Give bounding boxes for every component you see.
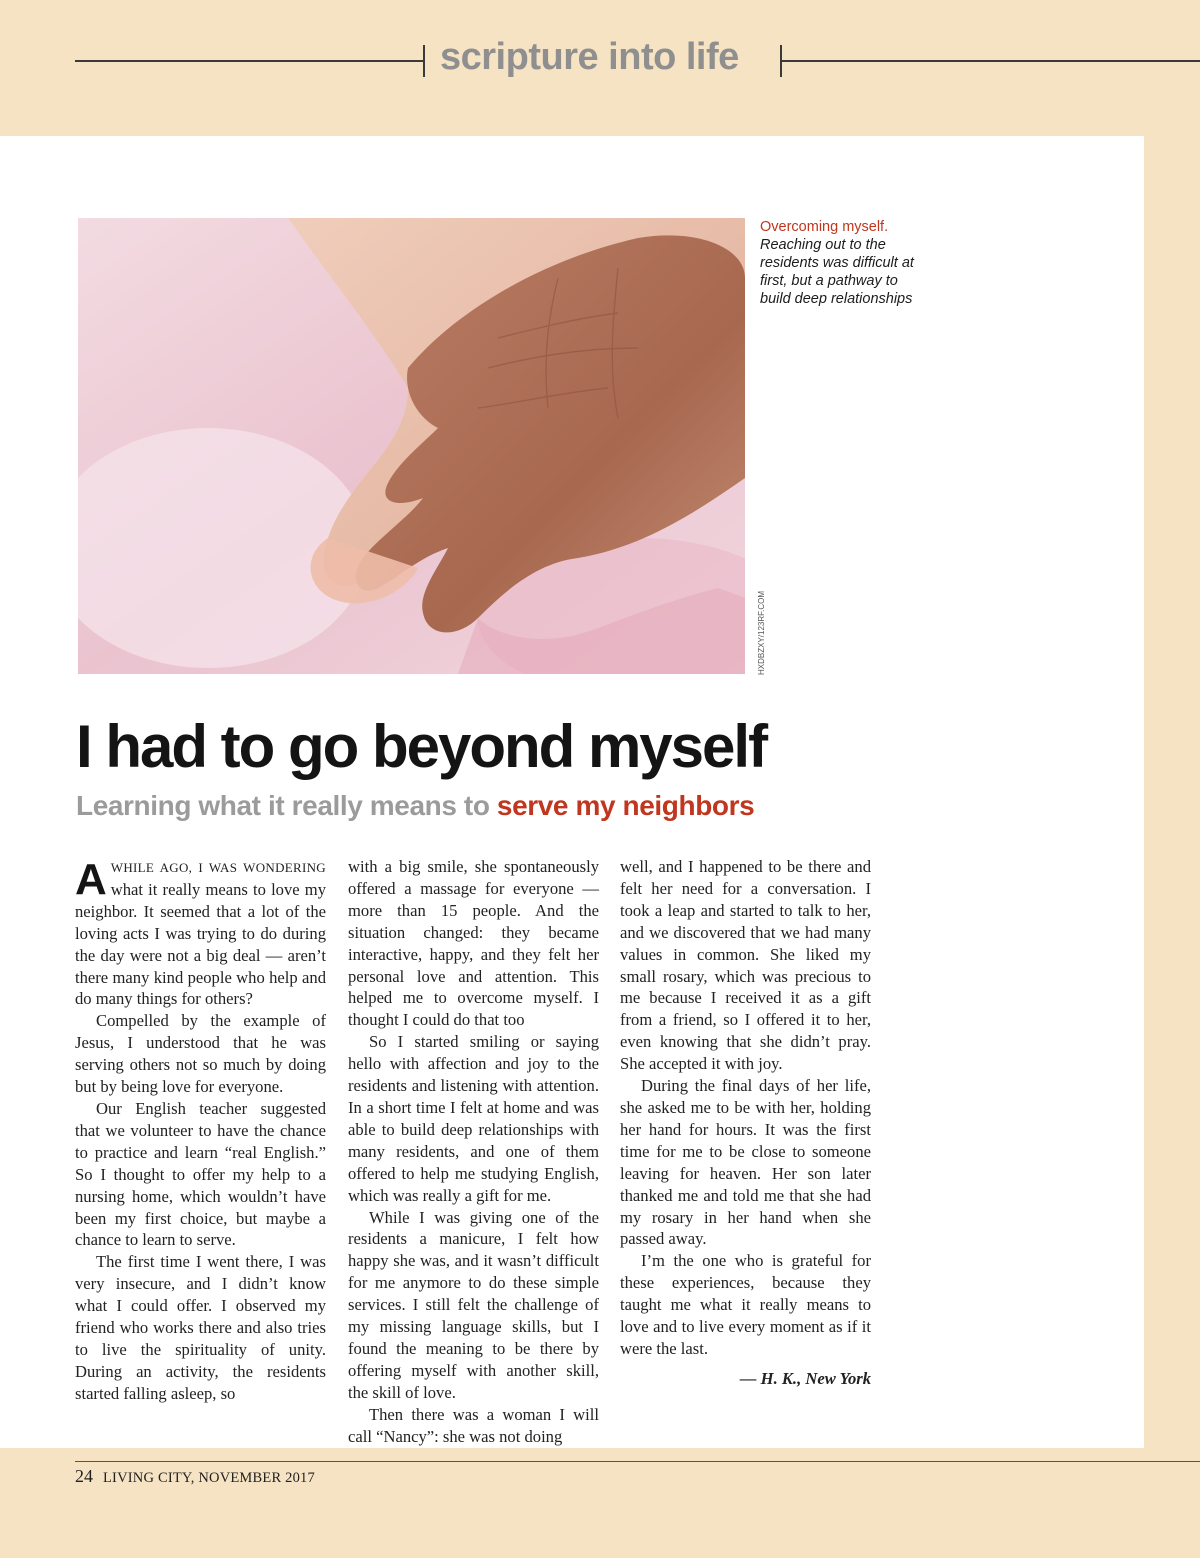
page-footer (75, 1466, 315, 1487)
header-rule-left (75, 60, 423, 62)
header-tick-left (423, 45, 425, 77)
caption-lead: Overcoming myself. (760, 219, 889, 235)
magazine-issue: LIVING CITY, NOVEMBER 2017 (103, 1470, 315, 1486)
photo-caption (760, 218, 920, 308)
paragraph: The first time I went there, I was very insecure, and I didn’t know what I could offer. I observed my friend who works there and also tries to live the spirituality of unity. During an activity, the residents started falling asleep, so (75, 1252, 326, 1403)
page-number: 24 (75, 1466, 93, 1486)
paragraph: I’m the one who is grateful for these experiences, because they taught me what it really means to love and to live every moment as if it were the last. (620, 1251, 871, 1358)
paragraph: Compelled by the example of Jesus, I understood that he was serving others not so much by doing but by being love for everyone. (75, 1011, 326, 1097)
hands-photo (78, 218, 745, 674)
author-signature: — H. K., New York (739, 1368, 871, 1388)
paragraph: well, and I happened to be there and felt her need for a conversation. I took a leap and started to talk to her, and we discovered that we had many values in common. She liked my small rosary, which was precious to me because I received it as a gift from a friend, so I offered it to her, even knowing that she didn’t pray. She accepted it with joy. (620, 857, 871, 1074)
article-subhead (76, 790, 754, 822)
photo-credit: HXDBZXY/123RF.COM (757, 590, 766, 675)
paragraph: Our English teacher suggested that we volunteer to have the chance to practice and learn “real English.” So I thought to offer my help to a nursing home, which wouldn’t have been my first choice, but maybe a chance to learn to serve. (75, 1098, 326, 1250)
article-column-3 (620, 856, 871, 1390)
paragraph: AWHILE AGO, I WAS WONDERING what it really means to love my neighbor. It seemed that a lot of the loving acts I was trying to do during the day were not a big deal — aren’t there many kind people who help and do many things for others? (75, 855, 326, 1009)
paragraph: During the final days of her life, she asked me to be with her, holding her hand for hours. It was the first time for me to be close to someone leaving for heaven. Her son later thanked me and told me that she had my rosary in her hand when she passed away. (620, 1076, 871, 1249)
opening-smallcaps: WHILE AGO, I WAS WONDERING (110, 860, 326, 875)
header-rule-right (782, 60, 1200, 62)
paragraph: While I was giving one of the residents a manicure, I felt how happy she was, and it wasn’t difficult for me anymore to do these simple services. I still felt the challenge of my missing language skills, but I found the meaning to be there by offering myself with another skill, the skill of love. (348, 1207, 599, 1402)
article-headline: I had to go beyond myself (76, 713, 767, 780)
paragraph: So I started smiling or saying hello with affection and joy to the residents and listening with attention. In a short time I felt at home and was able to build deep relationships with many residents, and one of them offered to help me studying English, which was really a gift for me. (348, 1032, 599, 1205)
subhead-gray: Learning what it really means to (76, 790, 490, 821)
article-column-1 (75, 856, 326, 1405)
section-title: scripture into life (440, 36, 739, 78)
caption-body: Reaching out to the residents was difficult at first, but a pathway to build deep relationships (760, 237, 914, 307)
footer-rule (75, 1461, 1200, 1462)
paragraph: Then there was a woman I will call “Nancy”: she was not doing (348, 1404, 599, 1446)
subhead-red: serve my neighbors (496, 790, 755, 821)
page-header (0, 0, 1200, 136)
article-column-2 (348, 856, 599, 1447)
drop-cap: A (75, 855, 107, 904)
paragraph: with a big smile, she spontaneously offered a massage for everyone — more than 15 people. And the situation changed: they became interactive, happy, and they felt her personal love and attention. This helped me to overcome myself. I thought I could do that too (348, 857, 599, 1030)
